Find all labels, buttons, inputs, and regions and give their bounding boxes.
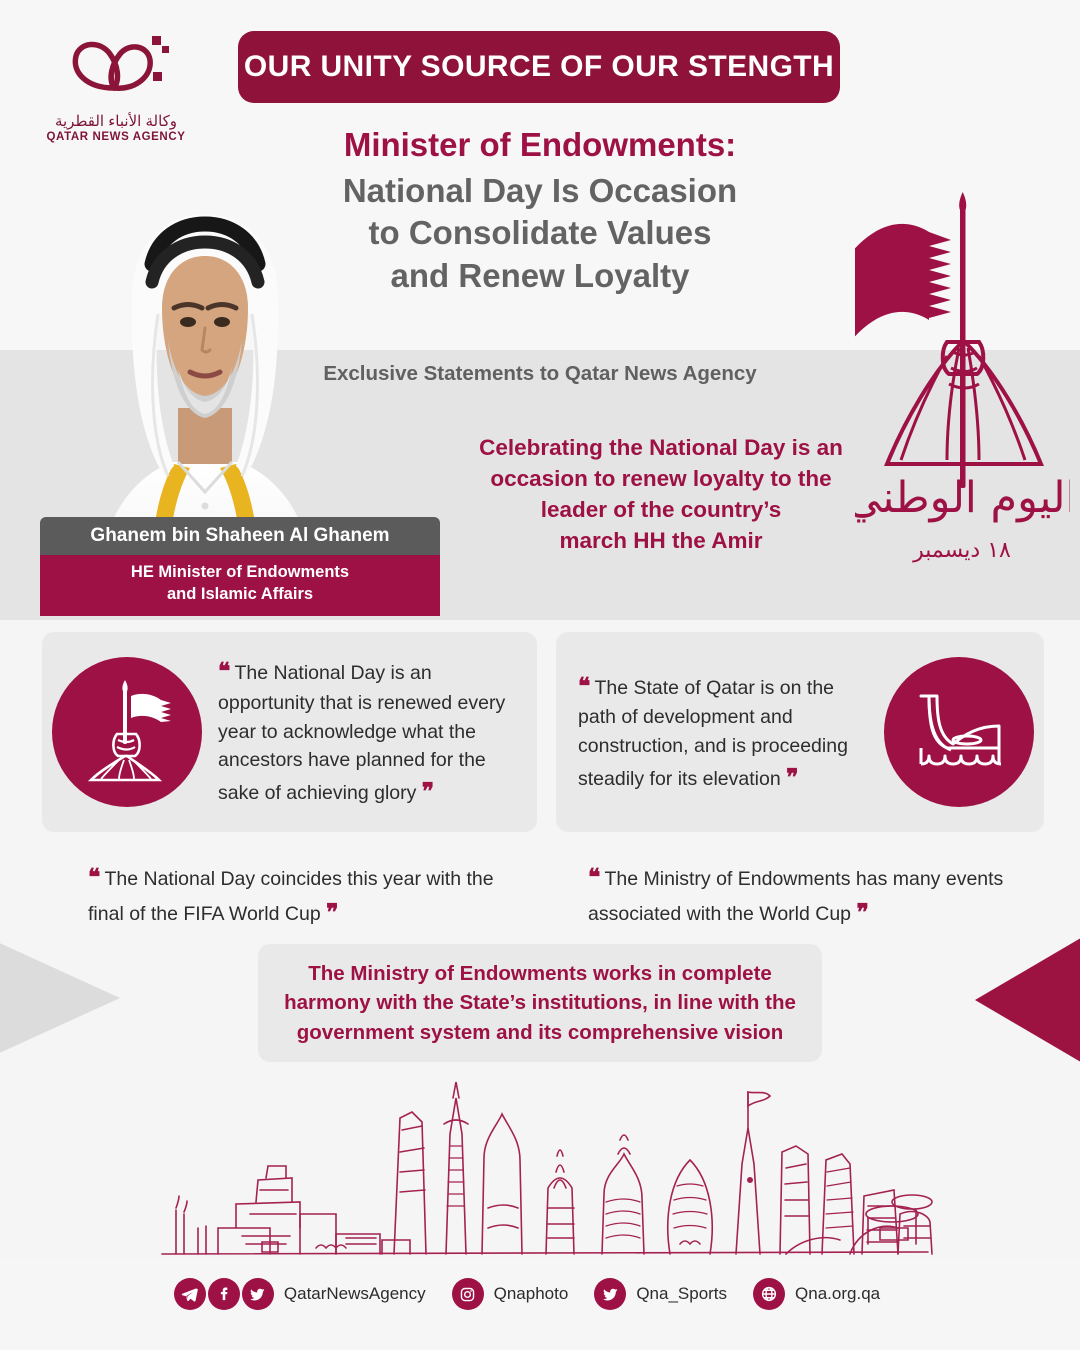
quote-card-right-text xyxy=(578,670,884,795)
national-day-arabic-title: اليوم الوطني xyxy=(855,473,1070,523)
social-handle-sports[interactable]: Qna_Sports xyxy=(636,1284,728,1303)
hero-quote-line-1: Celebrating the National Day is an xyxy=(479,435,843,460)
nameplate-name: Ghanem bin Shaheen Al Ghanem xyxy=(40,517,440,555)
instagram-icon[interactable] xyxy=(452,1278,484,1310)
quote-card-left-body: The National Day is an opportunity that is renewed every year to acknowledge what the ancestors have planned for the sake of achieving glory xyxy=(218,662,506,804)
open-quote-icon: ❝ xyxy=(88,864,100,890)
nameplate-role xyxy=(40,555,440,616)
social-group-main xyxy=(174,1278,452,1310)
stadium-icon xyxy=(907,686,1011,778)
quote-card-stadium xyxy=(556,632,1044,832)
skyline-icon xyxy=(150,1068,940,1268)
quote-card-right-body: The State of Qatar is on the path of development and construction, and is proceeding steadily for its elevation xyxy=(578,676,848,790)
mini-quote-right-body: The Ministry of Endowments has many events associated with the World Cup xyxy=(588,868,1004,925)
close-quote-icon: ❞ xyxy=(326,898,338,925)
nameplate xyxy=(40,517,440,616)
nameplate-role-line-1: HE Minister of Endowments xyxy=(130,563,350,581)
hero-quote-line-3: leader of the country’s xyxy=(540,497,782,523)
national-day-emblem-icon xyxy=(855,192,1070,607)
hero-quote-line-2: occasion to renew loyalty to the xyxy=(490,466,832,492)
telegram-icon[interactable] xyxy=(174,1278,206,1310)
highlight-quote-box xyxy=(258,944,822,1062)
header-banner xyxy=(238,31,840,103)
qna-mark-icon xyxy=(56,28,176,108)
mini-quote-left xyxy=(88,860,508,930)
qatar-national-day-logo xyxy=(855,192,1070,607)
twitter-icon[interactable] xyxy=(594,1278,626,1310)
page-subtitle: Exclusive Statements to Qatar News Agency xyxy=(323,362,757,385)
open-quote-icon: ❝ xyxy=(578,672,590,699)
close-quote-icon: ❞ xyxy=(856,898,868,925)
nameplate-role-line-2: and Islamic Affairs xyxy=(166,584,314,603)
highlight-quote-text: The Ministry of Endowments works in complete harmony with the State’s institutions, in line with the government system and its comprehensive vision xyxy=(284,961,796,1044)
header-banner-text: OUR UNITY SOURCE OF OUR STENGTH xyxy=(243,50,835,83)
national-day-arabic-date: ١٨ ديسمبر xyxy=(913,538,1011,563)
doha-skyline-illustration xyxy=(150,1068,940,1268)
qna-logo-english: QATAR NEWS AGENCY xyxy=(46,131,186,143)
close-quote-icon: ❞ xyxy=(786,763,798,790)
hero-quote-line-4: march HH the Amir xyxy=(559,528,763,554)
social-handle-instagram[interactable]: Qnaphoto xyxy=(493,1284,569,1303)
quote-card-icon-circle-left xyxy=(52,657,202,807)
hero-quote xyxy=(452,432,870,556)
social-bar xyxy=(0,1278,1080,1310)
mini-quote-right xyxy=(588,860,1018,930)
globe-icon[interactable] xyxy=(753,1278,785,1310)
facebook-icon[interactable] xyxy=(208,1278,240,1310)
mini-quote-left-body: The National Day coincides this year with the final of the FIFA World Cup xyxy=(88,868,494,925)
title-line-1: National Day Is Occasion xyxy=(342,171,738,209)
twitter-icon[interactable] xyxy=(242,1278,274,1310)
close-quote-icon: ❞ xyxy=(421,777,434,804)
decorative-arrow-left-icon xyxy=(0,925,120,1071)
social-group-website xyxy=(753,1278,906,1310)
title-line-2: to Consolidate Values xyxy=(368,214,712,252)
social-group-instagram xyxy=(452,1278,595,1310)
qna-logo xyxy=(36,28,196,143)
qatar-flag-pole-icon xyxy=(79,680,175,784)
quote-card-icon-circle-right xyxy=(884,657,1034,807)
quote-card-flag xyxy=(42,632,537,832)
title-kicker: Minister of Endowments: xyxy=(343,126,737,163)
social-handle-website[interactable]: Qna.org.qa xyxy=(795,1284,881,1303)
open-quote-icon: ❝ xyxy=(218,658,230,685)
title-line-3: and Renew Loyalty xyxy=(390,257,690,295)
quote-card-left-text xyxy=(202,655,523,809)
qna-logo-arabic: وكالة الأنباء القطرية xyxy=(54,113,178,130)
social-handle-main[interactable]: QatarNewsAgency xyxy=(283,1284,426,1303)
open-quote-icon: ❝ xyxy=(588,864,600,890)
decorative-arrow-right-icon xyxy=(975,915,1080,1085)
social-group-sports xyxy=(594,1278,753,1310)
